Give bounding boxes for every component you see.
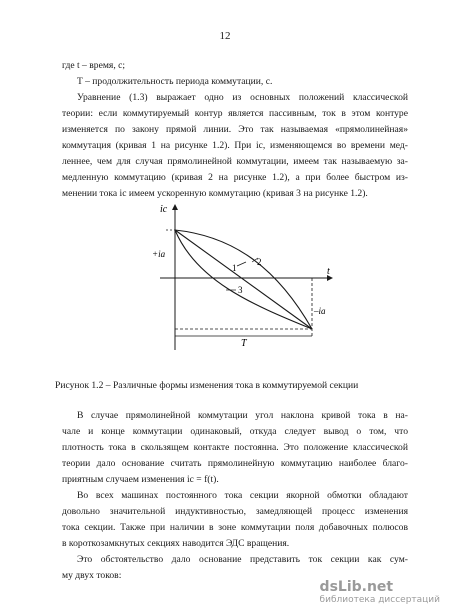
figure-caption: Рисунок 1.2 – Различные формы изменения тока в коммутируемой секции [55,380,359,391]
text-line: теории дало основание считать прямолинейную коммутацию наиболее благо- [62,458,408,469]
plus-ia-label: +ia [152,249,166,259]
y-axis-label: ic [160,204,168,215]
curve-1-leader [237,262,246,266]
curve-1-label: 1 [232,263,237,273]
text-line: менении тока ic имеем ускоренную коммутацию (кривая 3 на рисунке 1.2). [62,188,368,199]
text-line: Это обстоятельство дало основание представить ток секции как сум- [77,554,408,565]
x-axis-label: t [327,266,330,277]
text-line: чале и конце коммутации одинаковый, откуда следует вывод о том, что [62,426,408,437]
period-label: T [241,338,247,349]
text-line: В случае прямолинейной коммутации угол наклона кривой тока в на- [77,410,408,421]
text-line: довольно значительной индуктивностью, замедляющей процесс изменения [62,506,408,517]
text-line: где t – время, с; [62,60,126,71]
text-line: тока секции. Также при наличии в зоне коммутации поля добавочных полюсов [62,522,408,533]
text-line: леннее, чем для случая прямолинейной коммутации, имеем так называемую за- [62,156,408,167]
text-line: Уравнение (1.3) выражает одно из основных положений классической [77,92,408,103]
curve-1-linear [175,230,312,329]
minus-ia-label: –ia [314,306,326,316]
text-line: T – продолжительность периода коммутации, с. [77,76,273,87]
text-line: плотность тока в скользящем контакте постоянна. Это положение классической [62,442,408,453]
text-line: теории: если коммутируемый контур является пассивным, ток в этом контуре [62,108,408,119]
text-line: медленную коммутацию (кривая 2 на рисунке 1.2), а при более быстром из- [62,172,408,183]
text-line: Во всех машинах постоянного тока секции якорной обмотки обладают [77,490,408,501]
curve-3-label: 3 [238,285,243,295]
text-line: коммутация (кривая 1 на рисунке 1.2). При ic, изменяющемся во времени мед- [62,140,408,151]
curve-2-label: 2 [257,257,262,267]
watermark-brand: dsLib.net [319,579,394,595]
text-line: в короткозамкнутых секциях наводится ЭДС вращения. [62,538,290,549]
text-line: приятным случаем изменения ic = f(t). [62,474,219,485]
text-line: изменяется по закону прямой линии. Это так называемая «прямолинейная» [62,124,408,135]
watermark-subtitle: библиотека диссертаций [319,595,440,605]
watermark [320,579,440,605]
page-number: 12 [219,30,231,42]
text-line: му двух токов: [62,570,122,581]
